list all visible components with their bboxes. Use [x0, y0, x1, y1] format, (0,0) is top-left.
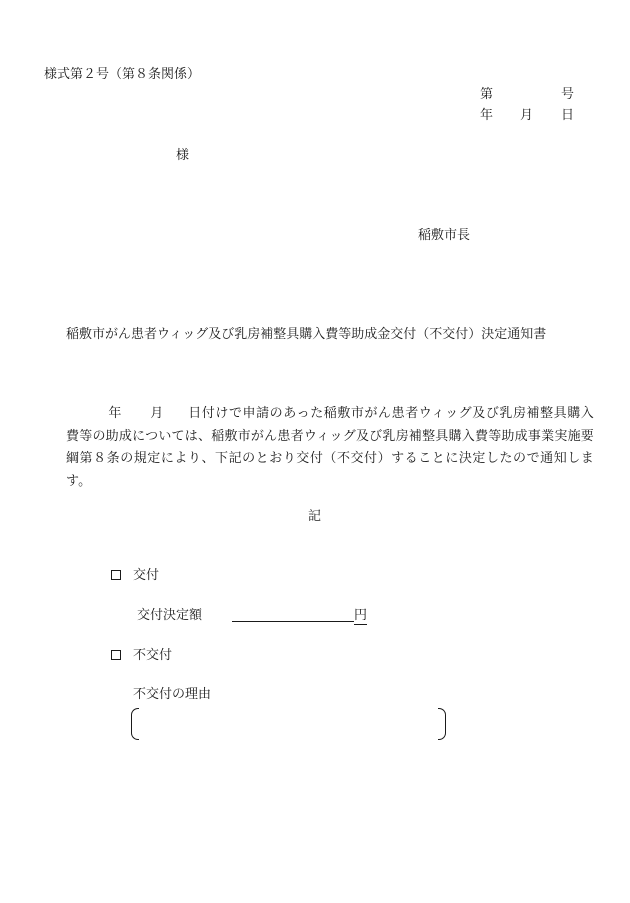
date-day-label: 日	[561, 108, 575, 123]
option-no-grant[interactable]	[111, 649, 172, 662]
recipient-name-field[interactable]	[66, 146, 172, 162]
body-paragraph	[66, 403, 594, 493]
date-year-label: 年	[480, 108, 494, 123]
grant-amount-label: 交付決定額	[137, 608, 203, 623]
no-grant-checkbox[interactable]	[111, 650, 121, 660]
body-month-label: 月	[149, 406, 164, 421]
issuer-name: 稲敷市長	[418, 228, 471, 243]
no-grant-reason-field[interactable]	[141, 710, 436, 738]
reason-bracket-left	[131, 708, 139, 740]
grant-checkbox[interactable]	[111, 570, 121, 580]
grant-amount-field[interactable]	[232, 607, 354, 622]
doc-number-field[interactable]	[496, 86, 558, 102]
doc-number-suffix: 号	[561, 87, 575, 102]
date-month-label: 月	[520, 108, 534, 123]
reason-bracket-right	[438, 708, 446, 740]
form-label: 様式第２号（第８条関係）	[44, 67, 201, 82]
grant-label: 交付	[133, 568, 160, 583]
body-year-label: 年	[108, 406, 122, 421]
document-title: 稲敷市がん患者ウィッグ及び乳房補整具購入費等助成金交付（不交付）決定通知書	[66, 327, 547, 342]
doc-number-prefix: 第	[480, 87, 494, 102]
no-grant-reason-label: 不交付の理由	[133, 687, 212, 702]
recipient-honorific: 様	[176, 148, 190, 163]
option-grant[interactable]	[111, 569, 159, 582]
ki-heading: 記	[308, 509, 322, 524]
grant-currency: 円	[354, 608, 368, 623]
grant-amount-row	[137, 607, 367, 622]
body-text: 日付けで申請のあった稲敷市がん患者ウィッグ及び乳房補整具購入費等の助成については、稲敷市がん患者ウィッグ及び乳房補整具購入費等助成事業実施要綱第８条の規定により、下記のとおり交付（不交付）することに決定したので通知します。	[66, 406, 594, 489]
no-grant-label: 不交付	[133, 648, 173, 663]
